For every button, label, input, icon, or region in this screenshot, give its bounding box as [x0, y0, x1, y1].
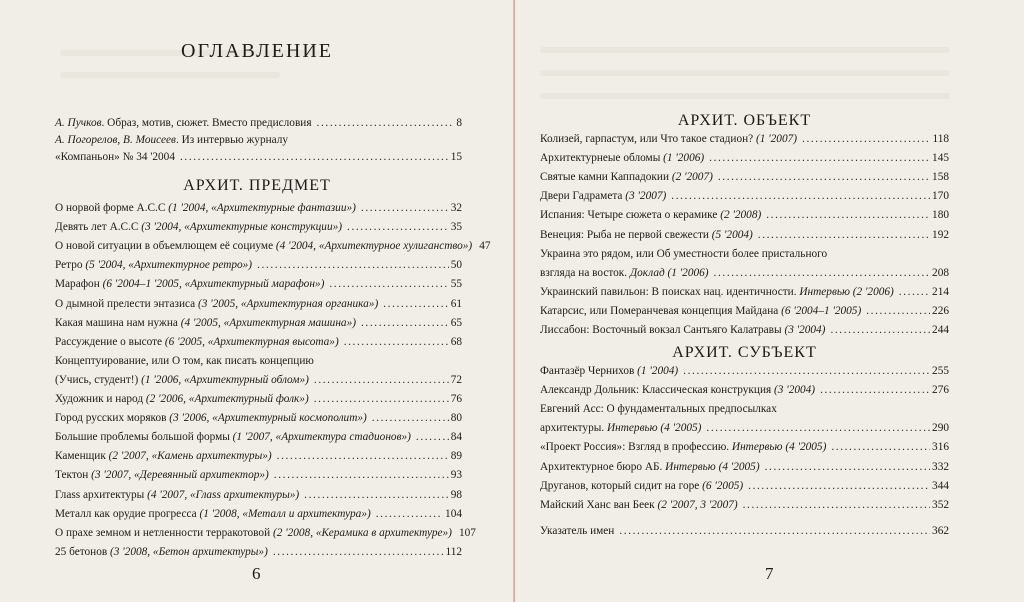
entry-title: Концептуирование, или О том, как писать концепцию — [55, 354, 314, 367]
toc-entry[interactable] — [55, 296, 462, 313]
entry-note: (3 '2004) — [774, 384, 816, 397]
entry-page: 226 — [932, 304, 949, 317]
entry-note: (2 '2006, «Архитектурный фолк») — [145, 393, 309, 405]
toc-entry[interactable] — [55, 506, 462, 523]
entry-title: взгляда на восток. — [540, 266, 630, 279]
entry-note: (4 '2004, «Архитектурное хулиганство») — [275, 240, 473, 253]
toc-entry[interactable] — [540, 439, 949, 456]
leader-dots — [344, 334, 449, 351]
show-through — [540, 70, 950, 76]
toc-entry[interactable] — [540, 401, 949, 418]
toc-entry[interactable] — [540, 150, 949, 167]
entry-page: 290 — [932, 422, 949, 435]
leader-dots — [317, 115, 455, 132]
entry-page: 93 — [450, 469, 462, 482]
entry-title: Украинский павильон: В поисках нац. идентичности. — [540, 285, 800, 298]
toc-entry[interactable] — [540, 382, 949, 399]
entry-page: 158 — [932, 171, 949, 184]
entry-title: (Учись, студент!) — [55, 373, 142, 386]
leader-dots — [820, 382, 930, 399]
entry-title: Архитектурнеые обломы — [540, 152, 664, 165]
toc-entry[interactable] — [540, 303, 949, 320]
entry-note: (1 '2006) — [663, 152, 705, 165]
entry-page: 192 — [932, 228, 949, 241]
entry-page: 332 — [932, 460, 949, 473]
leader-dots — [314, 391, 449, 408]
entry-title: Девять лет А.С.С — [55, 221, 142, 234]
entry-title: Украина это рядом, или Об уместности более пристального — [540, 247, 828, 260]
entry-page: 98 — [450, 488, 462, 501]
toc-entry[interactable] — [540, 363, 949, 380]
show-through — [540, 93, 950, 99]
entry-note: Интервью (4 '2005) — [606, 422, 702, 435]
entry-page: 180 — [932, 209, 949, 222]
entry-page: 76 — [450, 393, 462, 405]
entry-title: архитектуры. — [540, 422, 607, 435]
entry-title: Металл как орудие прогресса — [55, 507, 200, 520]
leader-dots — [709, 150, 930, 167]
toc-entry[interactable] — [540, 265, 949, 282]
entry-title: Друганов, который сидит на горе — [540, 479, 703, 492]
leader-dots — [748, 478, 930, 495]
leader-dots — [383, 296, 448, 313]
leader-dots — [361, 200, 449, 217]
entry-title: Указатель имен — [540, 525, 615, 537]
leader-dots — [329, 276, 448, 293]
leader-dots — [619, 523, 930, 540]
toc-entry[interactable] — [540, 227, 949, 244]
show-through — [60, 72, 280, 78]
section-heading: АРХИТ. ОБЪЕКТ — [677, 112, 812, 129]
entry-note: Интервью (4 '2005) — [731, 441, 827, 454]
toc-entry[interactable] — [55, 315, 462, 332]
entry-page: 362 — [932, 525, 949, 537]
entry-note: (1 '2004) — [637, 365, 679, 377]
entry-note: Интервью (2 '2006) — [799, 285, 894, 298]
toc-entry[interactable] — [540, 131, 949, 148]
toc-entry[interactable] — [55, 115, 462, 132]
section-heading: АРХИТ. ПРЕДМЕТ — [183, 177, 331, 194]
entry-page: 61 — [450, 297, 462, 310]
entry-page: 316 — [932, 441, 949, 454]
toc-entry[interactable] — [540, 478, 949, 495]
entry-note: (2 '2007, «Камень архитектуры») — [108, 450, 272, 463]
entry-title: «Компаньон» № 34 '2004 — [55, 151, 175, 163]
toc-entry[interactable] — [55, 276, 462, 293]
toc-entry[interactable] — [55, 467, 462, 484]
toc-entry[interactable] — [540, 497, 949, 514]
entry-title: . Из интервью журналу — [175, 134, 289, 146]
entry-page: 32 — [450, 202, 462, 214]
entry-note: (6 '2004–1 '2005) — [781, 304, 862, 317]
entry-note: (1 '2006, «Архитектурный облом») — [141, 373, 309, 386]
toc-entry[interactable] — [540, 169, 949, 186]
entry-note: (4 '2007, «Глass архитектуры») — [147, 488, 300, 501]
entry-page: 145 — [932, 152, 949, 165]
entry-title: Каменщик — [55, 450, 109, 463]
entry-title: Колизей, гарпастум, или Что такое стадион? — [540, 133, 756, 145]
entry-title: Майский Ханс ван Беек — [540, 498, 658, 511]
entry-title: . Образ, мотив, сюжет. Вместо предисловия — [101, 117, 312, 129]
page-number: 7 — [765, 564, 774, 583]
toc-entry[interactable] — [540, 188, 949, 205]
leader-dots — [758, 227, 930, 244]
entry-note: (3 '2004) — [784, 324, 826, 336]
entry-title: О дымной прелести энтазиса — [55, 297, 198, 310]
leader-dots — [743, 497, 930, 514]
right-page — [515, 0, 1024, 602]
entry-page: 170 — [932, 190, 949, 203]
entry-note: (2 '2007) — [671, 171, 713, 184]
entry-note: (5 '2004) — [711, 228, 753, 241]
toc-entry[interactable] — [55, 132, 462, 149]
entry-page: 214 — [932, 285, 949, 298]
entry-note: (1 '2008, «Металл и архитектура») — [199, 507, 371, 520]
page-number: 6 — [252, 564, 261, 583]
entry-title: Город русских моряков — [55, 412, 170, 425]
leader-dots — [802, 131, 930, 148]
toc-entry[interactable] — [55, 353, 462, 370]
toc-entry[interactable] — [55, 487, 462, 504]
entry-title: 25 бетонов — [55, 545, 111, 558]
entry-title: Художник и народ — [55, 393, 146, 405]
entry-note: Доклад (1 '2006) — [629, 266, 709, 279]
leader-dots — [831, 439, 930, 456]
entry-note: (3 '2008, «Бетон архитектуры») — [110, 545, 268, 558]
entry-page: 72 — [450, 373, 462, 386]
toc-entry[interactable] — [55, 372, 462, 389]
leader-dots — [372, 410, 449, 427]
entry-page: 208 — [932, 266, 949, 279]
leader-dots — [180, 149, 449, 166]
entry-note: (3 '2007) — [625, 190, 667, 203]
entry-title: Венеция: Рыба не первой свежести — [540, 228, 712, 241]
toc-entry[interactable] — [55, 149, 462, 166]
entry-note: (3 '2007, «Деревянный архитектор») — [91, 469, 269, 482]
leader-dots — [830, 322, 930, 339]
entry-note: (6 '2005, «Архитектурная высота») — [164, 335, 339, 348]
entry-author: А. Погорелов, В. Моисеев — [55, 134, 176, 146]
entry-title: Лиссабон: Восточный вокзал Сантьяго Калатравы — [540, 324, 785, 336]
leader-dots — [257, 257, 449, 274]
toc-entry[interactable] — [540, 207, 949, 224]
entry-note: Интервью (4 '2005) — [665, 460, 760, 473]
entry-note: (3 '2004, «Архитектурные конструкции») — [141, 221, 343, 234]
entry-page: 255 — [932, 365, 949, 377]
leader-dots — [714, 265, 931, 282]
entry-note: (2 '2008) — [720, 209, 762, 222]
toc-entry[interactable] — [55, 429, 462, 446]
entry-title: Катарсис, или Померанчевая концепция Майдана — [540, 304, 782, 317]
entry-page: 68 — [450, 335, 462, 348]
entry-title: Двери Гадрамета — [540, 190, 626, 203]
toc-entry[interactable] — [540, 459, 949, 476]
entry-note: (1 '2007) — [756, 133, 798, 145]
toc-entry[interactable] — [540, 246, 949, 263]
entry-page: 35 — [450, 221, 462, 234]
entry-title: Ретро — [55, 259, 86, 272]
entry-page: 15 — [450, 151, 462, 163]
toc-entry[interactable] — [55, 200, 462, 217]
entry-note: (1 '2004, «Архитектурные фантазии») — [168, 202, 356, 214]
toc-entry[interactable] — [540, 284, 949, 301]
leader-dots — [765, 459, 930, 476]
toc-entry[interactable] — [540, 322, 949, 339]
toc-entry[interactable] — [55, 391, 462, 408]
leader-dots — [274, 467, 449, 484]
toc-entry[interactable] — [55, 525, 476, 542]
toc-entry[interactable] — [55, 219, 462, 236]
leader-dots — [314, 372, 449, 389]
toc-entry-index[interactable] — [540, 523, 949, 540]
entry-note: (2 '2007, 3 '2007) — [657, 498, 738, 511]
leader-dots — [671, 188, 930, 205]
leader-dots — [416, 429, 449, 446]
entry-page: 107 — [458, 526, 476, 539]
entry-note: (4 '2005, «Архитектурная машина») — [180, 316, 356, 329]
entry-title: Марафон — [55, 278, 103, 291]
entry-page: 344 — [932, 479, 949, 492]
entry-title: О прахе земном и нетленности терракотовой — [55, 526, 273, 539]
leader-dots — [766, 207, 930, 224]
entry-page: 80 — [450, 412, 462, 425]
entry-title: Большие проблемы большой формы — [55, 431, 233, 444]
leader-dots — [683, 363, 930, 380]
entry-page: 47 — [479, 240, 491, 253]
entry-page: 104 — [445, 507, 462, 520]
leader-dots — [347, 219, 449, 236]
toc-entry[interactable] — [55, 238, 491, 255]
toc-entry[interactable] — [55, 257, 462, 274]
entry-note: (6 '2005) — [702, 479, 744, 492]
entry-title: Рассуждение о высоте — [55, 335, 165, 348]
entry-title: Испания: Четыре сюжета о керамике — [540, 209, 721, 222]
leader-dots — [277, 448, 449, 465]
entry-title: Какая машина нам нужна — [55, 316, 181, 329]
entry-title: «Проект Россия»: Взгляд в профессию. — [540, 441, 732, 454]
entry-page: 112 — [445, 545, 462, 558]
entry-note: (3 '2006, «Архитектурный космополит») — [169, 412, 367, 425]
toc-entry[interactable] — [55, 544, 462, 561]
entry-title: Тектон — [55, 469, 92, 482]
leader-dots — [866, 303, 930, 320]
entry-page: 244 — [932, 324, 949, 336]
entry-author: А. Пучков — [55, 117, 102, 129]
entry-page: 50 — [450, 259, 462, 272]
entry-page: 276 — [932, 384, 949, 397]
toc-entry[interactable] — [540, 420, 949, 437]
entry-title: О норвой форме А.С.С — [55, 202, 169, 214]
page-title: ОГЛАВЛЕНИЕ — [181, 40, 333, 62]
toc-entry[interactable] — [55, 448, 462, 465]
entry-page: 118 — [932, 133, 949, 145]
entry-title: Фантазёр Чернихов — [540, 365, 638, 377]
entry-title: Святые камни Каппадокии — [540, 171, 672, 184]
entry-title: Архитектурное бюро АБ. — [540, 460, 666, 473]
leader-dots — [361, 315, 449, 332]
toc-entry[interactable] — [55, 334, 462, 351]
leader-dots — [706, 420, 930, 437]
show-through — [540, 47, 950, 53]
entry-page: 89 — [450, 450, 462, 463]
entry-page: 65 — [450, 316, 462, 329]
entry-title: Евгений Асс: О фундаментальных предпосылках — [540, 403, 777, 416]
entry-title: Глass архитектуры — [55, 488, 148, 501]
entry-page: 84 — [450, 431, 462, 444]
entry-page: 8 — [456, 117, 462, 129]
entry-page: 55 — [450, 278, 462, 291]
entry-page: 352 — [932, 498, 949, 511]
leader-dots — [304, 487, 449, 504]
entry-note: (6 '2004–1 '2005, «Архитектурный марафон») — [102, 278, 325, 291]
leader-dots — [376, 506, 443, 523]
entry-title: Александр Дольник: Классическая конструкция — [540, 384, 775, 397]
entry-note: (2 '2008, «Керамика в архитектуре») — [272, 526, 452, 539]
entry-note: (3 '2005, «Архитектурная органика») — [197, 297, 379, 310]
section-heading: АРХИТ. СУБЪЕКТ — [672, 344, 817, 361]
toc-entry[interactable] — [55, 410, 462, 427]
leader-dots — [718, 169, 930, 186]
leader-dots — [273, 544, 444, 561]
entry-note: (1 '2007, «Архитектура стадионов») — [232, 431, 411, 444]
entry-note: (5 '2004, «Архитектурное ретро») — [85, 259, 253, 272]
entry-title: О новой ситуации в объемлющем её социуме — [55, 240, 276, 253]
leader-dots — [899, 284, 930, 301]
